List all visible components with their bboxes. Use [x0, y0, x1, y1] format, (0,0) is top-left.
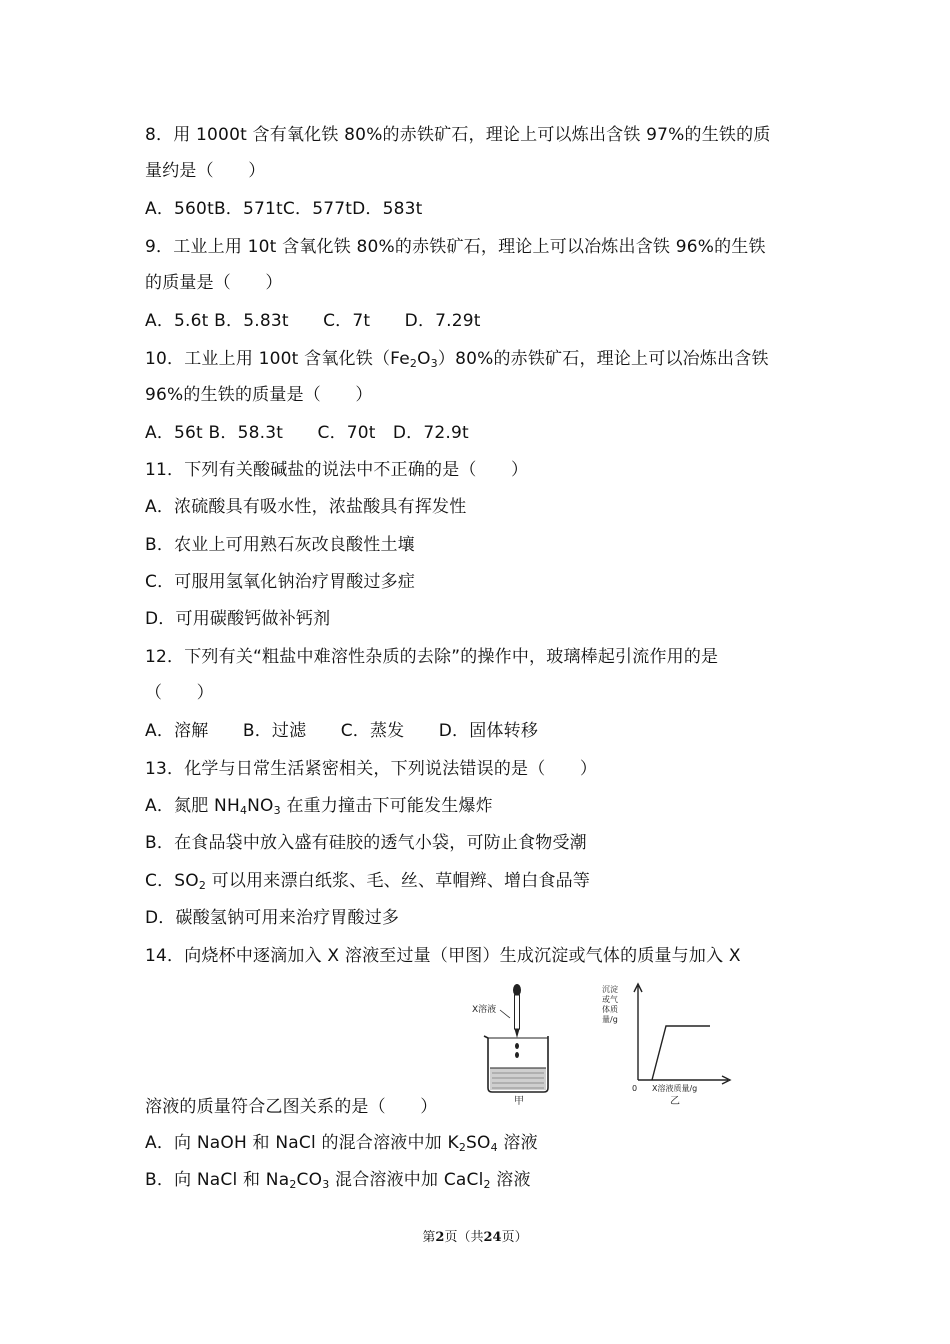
- subscript: 3: [322, 1178, 330, 1191]
- q14-text: A．向 NaOH 和 NaCl 的混合溶液中加 K: [145, 1133, 459, 1153]
- graph-ylabel-1: 沉淀: [602, 985, 618, 994]
- q12-options: A．溶解 B．过滤 C．蒸发 D．固体转移: [145, 721, 539, 741]
- dropper-bulb-icon: [513, 984, 521, 996]
- subscript: 2: [409, 357, 418, 370]
- q13-stem: 13．化学与日常生活紧密相关，下列说法错误的是（ ）: [145, 759, 598, 779]
- q9-stem-line2: 的质量是（ ）: [145, 273, 283, 293]
- q11-option-a: A．浓硫酸具有吸水性，浓盐酸具有挥发性: [145, 497, 467, 517]
- q13-text: C．SO: [145, 871, 199, 891]
- q14-option-a: [145, 1132, 538, 1154]
- q11-option-b: B．农业上可用熟石灰改良酸性土壤: [145, 535, 415, 555]
- drop-icon: [515, 1043, 519, 1049]
- q11-option-c: C．可服用氢氧化钠治疗胃酸过多症: [145, 572, 416, 592]
- q14-text: CO: [296, 1170, 323, 1190]
- q13-option-b: B．在食品袋中放入盛有硅胶的透气小袋，可防止食物受潮: [145, 833, 587, 853]
- graph-ylabel-4: 量/g: [602, 1015, 618, 1024]
- drop-icon: [515, 1052, 519, 1058]
- q8-stem-line1: 8．用 1000t 含有氧化铁 80%的赤铁矿石，理论上可以炼出含铁 97%的生铁的质: [145, 125, 771, 145]
- total-pages: 24: [483, 1230, 502, 1245]
- q14-option-b: [145, 1169, 531, 1191]
- subscript: 3: [430, 357, 438, 370]
- q9-stem-line1: 9．工业上用 10t 含氧化铁 80%的赤铁矿石，理论上可以冶炼出含铁 96%的生铁: [145, 237, 766, 257]
- figure-label-x-solution: X溶液: [472, 1005, 497, 1015]
- q10-text: ）80%的赤铁矿石，理论上可以冶炼出含铁: [437, 349, 769, 369]
- q13-text: NO: [247, 796, 274, 816]
- figure-caption-jia: 甲: [514, 1096, 524, 1106]
- q13-text: 在重力撞击下可能发生爆炸: [280, 796, 493, 816]
- dropper-tip-icon: [515, 1029, 520, 1038]
- q13-option-a: [145, 795, 493, 817]
- q14-stem-line1: 14．向烧杯中逐滴加入 X 溶液至过量（甲图）生成沉淀或气体的质量与加入 X: [145, 946, 741, 966]
- q10-text: O: [417, 349, 431, 369]
- graph-curve: [652, 1026, 710, 1080]
- q13-text: 可以用来漂白纸浆、毛、丝、草帽辫、增白食品等: [206, 871, 591, 891]
- q14-text: 混合溶液中加 CaCl: [329, 1170, 484, 1190]
- figure-caption-yi: 乙: [670, 1096, 680, 1107]
- subscript: 4: [490, 1141, 498, 1154]
- subscript: 4: [239, 804, 248, 817]
- page-number: 2: [435, 1230, 445, 1245]
- footer-text: 页）: [501, 1230, 528, 1245]
- subscript: 2: [458, 1141, 467, 1154]
- graph-ylabel-3: 体质: [602, 1005, 618, 1014]
- subscript: 3: [273, 804, 281, 817]
- q14-text: 溶液: [490, 1170, 531, 1190]
- footer-text: 第: [422, 1230, 436, 1245]
- q14-text: SO: [466, 1133, 491, 1153]
- subscript: 2: [483, 1178, 491, 1191]
- q12-stem-line2: （ ）: [145, 683, 214, 703]
- q9-options: A．5.6t B．5.83t C．7t D．7.29t: [145, 311, 481, 331]
- graph-ylabel-2: 或气: [602, 995, 618, 1004]
- label-leader-line: [500, 1010, 510, 1018]
- subscript: 2: [198, 879, 207, 892]
- q11-option-d: D．可用碳酸钙做补钙剂: [145, 609, 331, 629]
- q10-stem-line1: [145, 348, 769, 370]
- graph-xlabel: X溶液质量/g: [652, 1084, 698, 1093]
- graph-origin: 0: [632, 1084, 638, 1093]
- beaker-dropper-figure: [470, 980, 570, 1106]
- page-footer: [0, 1226, 950, 1245]
- q11-stem: 11．下列有关酸碱盐的说法中不正确的是（ ）: [145, 460, 529, 480]
- q13-text: A．氮肥 NH: [145, 796, 240, 816]
- q10-stem-line2: 96%的生铁的质量是（ ）: [145, 385, 373, 405]
- q14-text: B．向 NaCl 和 Na: [145, 1170, 290, 1190]
- mass-graph-figure: [600, 980, 750, 1108]
- dropper-tube-icon: [515, 995, 520, 1029]
- subscript: 2: [289, 1178, 297, 1191]
- q10-text: 10．工业上用 100t 含氧化铁（Fe: [145, 349, 410, 369]
- beaker-liquid: [490, 1068, 546, 1090]
- q14-stem-line2: 溶液的质量符合乙图关系的是（ ）: [145, 1097, 438, 1117]
- q14-text: 溶液: [497, 1133, 538, 1153]
- footer-text: 页（共: [444, 1230, 484, 1245]
- q13-option-d: D．碳酸氢钠可用来治疗胃酸过多: [145, 908, 400, 928]
- q8-stem-line2: 量约是（ ）: [145, 161, 266, 181]
- q8-options: A．560tB．571tC．577tD．583t: [145, 199, 423, 219]
- q12-stem-line1: 12．下列有关“粗盐中难溶性杂质的去除”的操作中，玻璃棒起引流作用的是: [145, 647, 719, 667]
- q10-options: A．56t B．58.3t C．70t D．72.9t: [145, 423, 469, 443]
- q13-option-c: [145, 870, 590, 892]
